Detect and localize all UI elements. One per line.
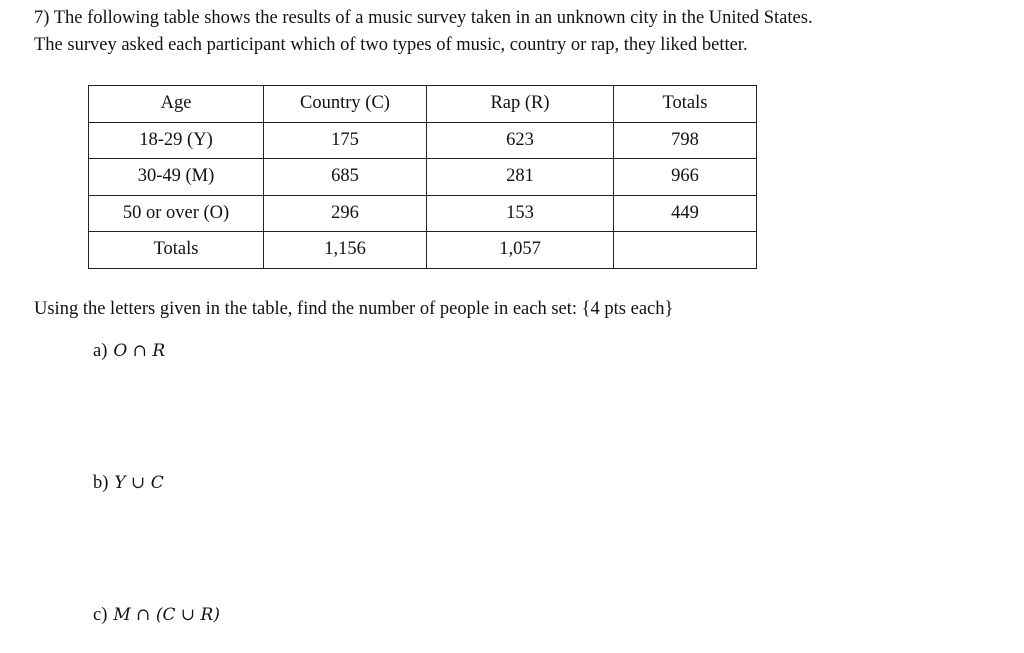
part-c [93, 605, 220, 626]
table-cell: 623 [427, 122, 614, 159]
table-cell: 281 [427, 159, 614, 196]
part-b [93, 473, 164, 494]
set-expression: Y ∪ C [114, 473, 164, 493]
header-age: Age [89, 86, 264, 123]
row-label: Totals [89, 232, 264, 269]
table-cell: 1,057 [427, 232, 614, 269]
table-cell-empty [614, 232, 757, 269]
row-label: 50 or over (O) [89, 195, 264, 232]
part-label: b) [93, 473, 109, 493]
part-label: c) [93, 605, 108, 625]
row-label: 18-29 (Y) [89, 122, 264, 159]
table-header-row [89, 86, 757, 123]
table-cell: 966 [614, 159, 757, 196]
table-row [89, 122, 757, 159]
table-row [89, 195, 757, 232]
header-rap: Rap (R) [427, 86, 614, 123]
row-label: 30-49 (M) [89, 159, 264, 196]
header-totals: Totals [614, 86, 757, 123]
table-cell: 175 [264, 122, 427, 159]
table-row [89, 159, 757, 196]
set-expression: M ∩ (C ∪ R) [113, 605, 220, 625]
instruction-text: Using the letters given in the table, find the number of people in each set: {4 pts each} [34, 299, 674, 319]
table-cell: 798 [614, 122, 757, 159]
survey-table [88, 85, 757, 269]
part-a [93, 341, 165, 362]
part-label: a) [93, 341, 108, 361]
table-cell: 685 [264, 159, 427, 196]
question-line-1: 7) The following table shows the results of a music survey taken in an unknown city in the United States. [34, 8, 813, 28]
table-totals-row [89, 232, 757, 269]
question-line-2: The survey asked each participant which of two types of music, country or rap, they liked better. [34, 35, 748, 55]
question-intro [34, 5, 813, 59]
table-cell: 153 [427, 195, 614, 232]
header-country: Country (C) [264, 86, 427, 123]
table-cell: 449 [614, 195, 757, 232]
table-cell: 296 [264, 195, 427, 232]
set-expression: O ∩ R [113, 341, 166, 361]
table-cell: 1,156 [264, 232, 427, 269]
